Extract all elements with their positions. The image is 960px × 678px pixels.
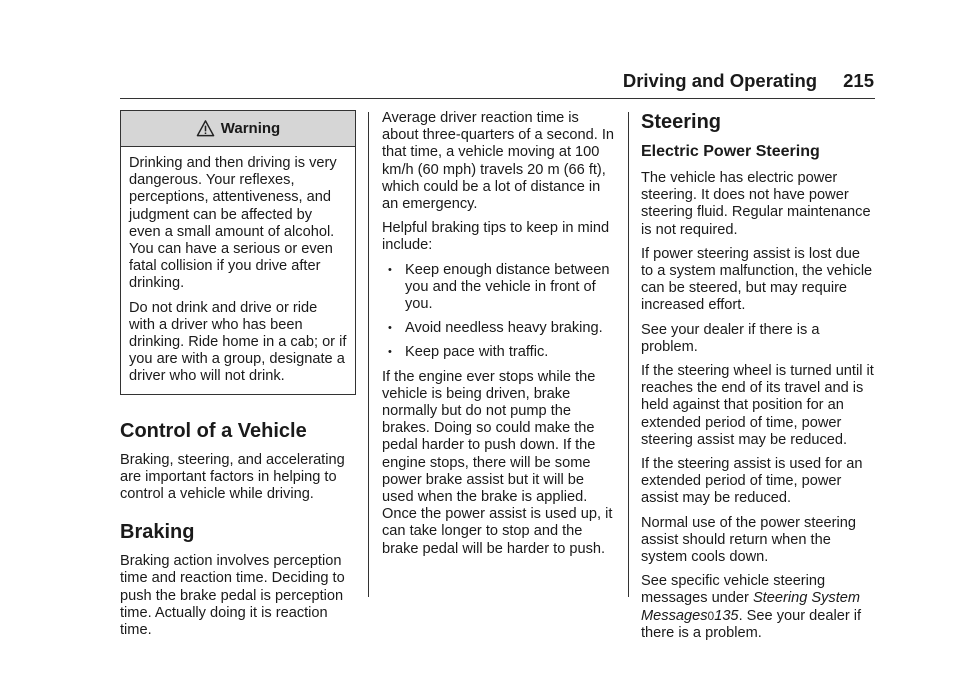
- braking-paragraph: Helpful braking tips to keep in mind include:: [382, 220, 610, 254]
- header-rule: [120, 98, 875, 99]
- section-title: Driving and Operating: [622, 70, 818, 91]
- text-span: . See your dealer if there is a problem.: [641, 607, 862, 641]
- page-reference-number[interactable]: 135: [714, 607, 739, 624]
- section-heading-control: Control of a Vehicle: [120, 419, 307, 442]
- page-number: 215: [843, 70, 874, 91]
- warning-triangle-icon: [196, 119, 215, 138]
- column-3: [641, 110, 875, 649]
- warning-header: [121, 111, 355, 147]
- column-divider: [628, 112, 629, 597]
- warning-title: Warning: [220, 119, 281, 137]
- braking-tips-list: [382, 262, 616, 362]
- page-header: [623, 70, 874, 92]
- column-1: [120, 110, 356, 646]
- warning-paragraph: Do not drink and drive or ride with a driver who has been drinking. Ride home in a cab; or if you are with a group, designate a driver who will not drink.: [129, 299, 347, 385]
- control-text: Braking, steering, and accelerating are important factors in helping to control a vehicle while driving.: [120, 451, 345, 503]
- warning-box: [120, 110, 356, 395]
- braking-paragraph: Average driver reaction time is about three-quarters of a second. In that time, a vehicle moving at 100 km/h (60 mph) travels 20 m (66 ft), which could be a lot of distance in an emergency.: [382, 110, 615, 213]
- text-span: See specific vehicle steering messages under: [641, 573, 826, 607]
- braking-text: Braking action involves perception time and reaction time. Deciding to push the brake pedal is perception time. Actually doing it is reaction time.: [120, 553, 345, 639]
- section-heading-steering: Steering: [641, 111, 722, 133]
- list-item: • Keep enough distance between you and the vehicle in front of you.: [382, 262, 616, 314]
- page-reference-icon: 0: [707, 608, 715, 623]
- steering-paragraph: See your dealer if there is a problem.: [641, 321, 820, 355]
- list-item: • Keep pace with traffic.: [382, 344, 616, 361]
- section-heading-braking: Braking: [120, 521, 195, 544]
- warning-body: [121, 147, 355, 394]
- braking-paragraph: If the engine ever stops while the vehicle is being driven, brake normally but do not pump the brakes. Doing so could make the pedal harder to push down. If the engine stops, there will be some power brake assist but it will be used when the brake is applied. Once the power assist is used up, it can take longer to stop and the brake pedal will be harder to push.: [382, 368, 613, 557]
- subheading-electric-power-steering: Electric Power Steering: [641, 143, 820, 160]
- steering-paragraph: If the steering wheel is turned until it reaches the end of its travel and is held against that position for an extended period of time, power steering assist may be reduced.: [641, 363, 874, 448]
- steering-paragraph: If the steering assist is used for an extended period of time, power assist may be reduced.: [641, 456, 863, 507]
- steering-paragraph: Normal use of the power steering assist should return when the system cools down.: [641, 514, 856, 566]
- list-item: • Avoid needless heavy braking.: [382, 320, 616, 337]
- column-2: [382, 110, 616, 565]
- cross-reference-link[interactable]: Steering System Messages: [641, 590, 861, 624]
- steering-paragraph: The vehicle has electric power steering. It does not have power steering fluid. Regular maintenance is not required.: [641, 170, 871, 238]
- steering-paragraph-last: [641, 573, 875, 642]
- column-divider: [368, 112, 369, 597]
- steering-paragraph: If power steering assist is lost due to a system malfunction, the vehicle can be steered, but may require increased effort.: [641, 245, 873, 314]
- warning-paragraph: Drinking and then driving is very dangerous. Your reflexes, perceptions, attentiveness, and judgment can be affected by even a small amount of alcohol. You can have a serious or even fatal collision if you drive after drinking.: [129, 155, 337, 292]
